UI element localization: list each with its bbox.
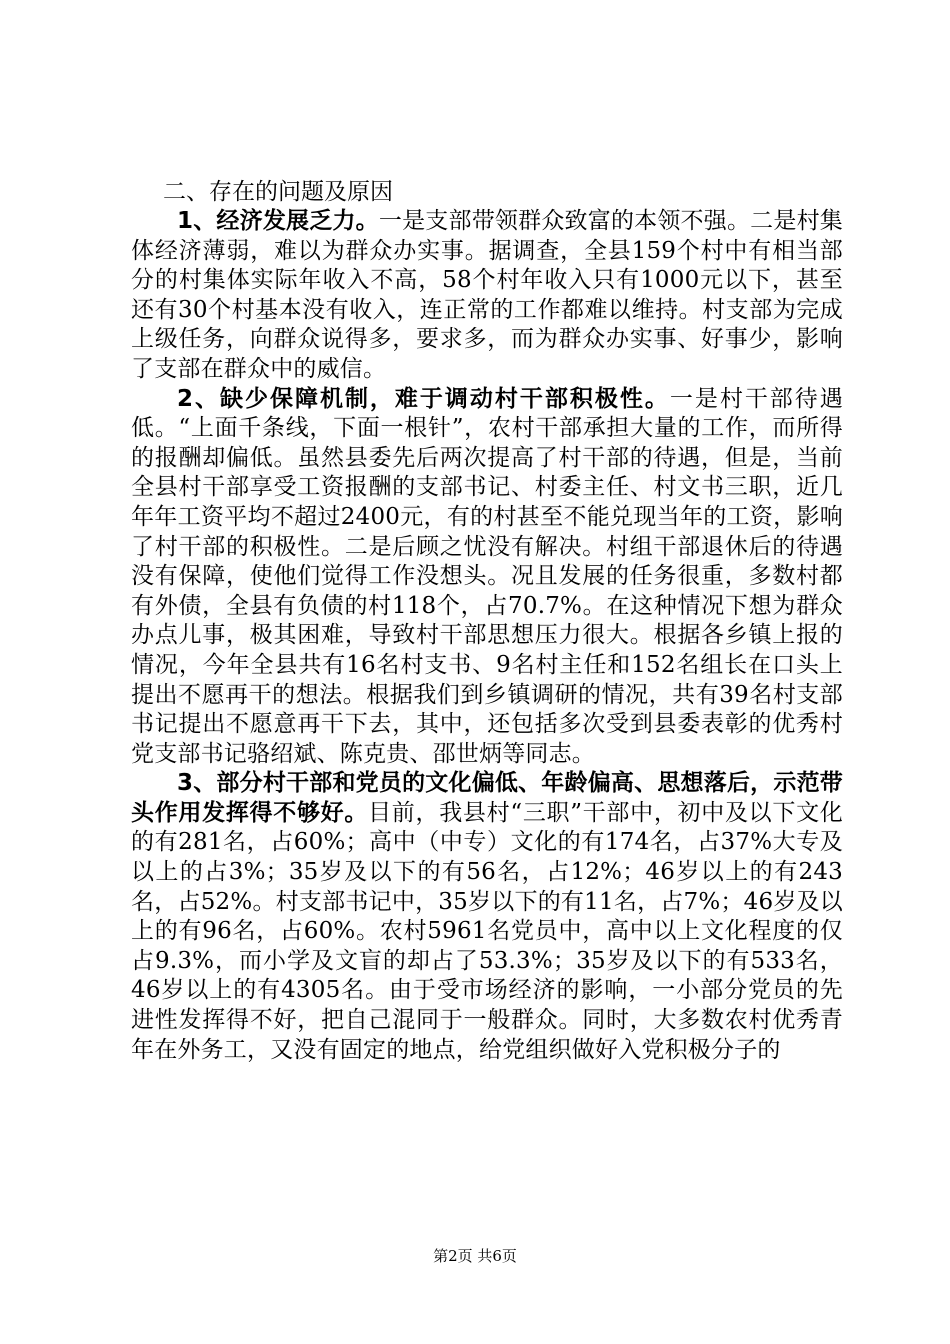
paragraph-3-text: 目前，我县村“三职”干部中，初中及以下文化的有281名，占60%；高中（中专）文化的有174名，占37%大专及以上的占3%；35岁及以下的有56名，占12%；46岁以上的有243名，占52%。村支部书记中，35岁以下的有11名，占7%；46岁及以上的有96名，占60%。农村5961名党员中，高中以上文化程度的仅占9.3%，而小学及文盲的却占了53.3%；35岁及以下的有533名，46岁以上的有4305名。由于受市场经济的影响，一小部分党员的先进性发挥得不好，把自己混同于一般群众。同时，大多数农村优秀青年在外务工，又没有固定的地点，给党组织做好入党积极分子的	[131, 799, 843, 1063]
paragraph-3-lead: 3、部分村干部和党员的文化偏低、年龄偏高、思想落后，示范带头作用发挥得不够好。	[131, 770, 843, 826]
section-heading: 二、存在的问题及原因	[163, 179, 393, 205]
page-footer: 第2页 共6页	[433, 1247, 517, 1265]
paragraph-1-text: 一是支部带领群众致富的本领不强。二是村集体经济薄弱，难以为群众办实事。据调查，全县159个村中有相当部分的村集体实际年收入不高，58个村年收入只有1000元以下，甚至还有30个村基本没有收入，连正常的工作都难以维持。村支部为完成上级任务，向群众说得多，要求多，而为群众办实事、好事少，影响了支部在群众中的威信。	[131, 208, 844, 382]
paragraph-2	[131, 385, 843, 770]
paragraph-2-text: 一是村干部待遇低。“上面千条线，下面一根针”，农村干部承担大量的工作，而所得的报酬却偏低。虽然县委先后两次提高了村干部的待遇，但是，当前全县村干部享受工资报酬的支部书记、村委主任、村文书三职，近几年年工资平均不超过2400元，有的村甚至不能兑现当年的工资，影响了村干部的积极性。二是后顾之忧没有解决。村组干部退休后的待遇没有保障，使他们觉得工作没想头。况且发展的任务很重，多数村都有外债，全县有负债的村118个，占70.7%。在这种情况下想为群众办点儿事，极其困难，导致村干部思想压力很大。根据各乡镇上报的情况，今年全县共有16名村支书、9名村主任和152名组长在口头上提出不愿再干的想法。根据我们到乡镇调研的情况，共有39名村支部书记提出不愿意再干下去，其中，还包括多次受到县委表彰的优秀村党支部书记骆绍斌、陈克贵、邵世炳等同志。	[131, 385, 843, 767]
document-body	[131, 178, 843, 1065]
paragraph-1-lead: 1、经济发展乏力。	[177, 208, 379, 234]
paragraph-2-lead: 2、缺少保障机制，难于调动村干部积极性。	[177, 385, 670, 412]
paragraph-3	[131, 769, 843, 1065]
paragraph-1	[131, 207, 843, 385]
